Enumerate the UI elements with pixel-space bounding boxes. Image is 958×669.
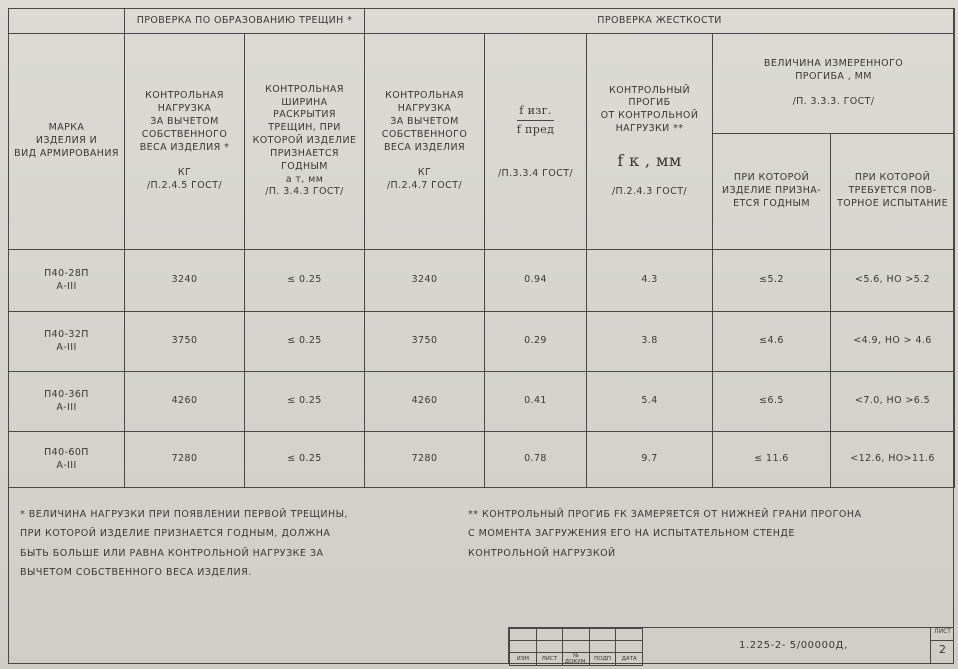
- table-row: [9, 432, 955, 488]
- deflection-cell: 3.8: [587, 312, 713, 372]
- footnote-crack-load: * ВЕЛИЧИНА НАГРУЗКИ ПРИ ПОЯВЛЕНИИ ПЕРВОЙ ТРЕЩИНЫ, ПРИ КОТОРОЙ ИЗДЕЛИЕ ПРИЗНАЕТСЯ ГОДНЫМ, ДОЛЖНА БЫТЬ БОЛЬШЕ ИЛИ РАВНА КОНТРОЛЬНОЙ НАГРУЗКЕ ЗА ВЫЧЕТОМ СОБСТВЕННОГО ВЕСА ИЗДЕЛИЯ.: [20, 509, 349, 579]
- deflection-cell: 4.3: [587, 250, 713, 312]
- accepted-cell: ≤6.5: [713, 372, 831, 432]
- crack-width-cell: ≤ 0.25: [245, 250, 365, 312]
- revision-label: ЛИСТ: [536, 653, 563, 666]
- control-deflection-symbol: f к , мм: [617, 150, 682, 170]
- control-deflection-label: КОНТРОЛЬНЫЙ ПРОГИБ ОТ КОНТРОЛЬНОЙ НАГРУЗКИ **: [600, 84, 699, 135]
- reinforcement-class: А-III: [56, 341, 77, 353]
- ratio-ref: /П.3.3.4 ГОСТ/: [497, 168, 574, 180]
- load-stiffness-cell: 3240: [365, 250, 485, 312]
- revision-label: ИЗМ: [510, 653, 537, 666]
- accepted-cell: ≤4.6: [713, 312, 831, 372]
- reinforcement-class: А-III: [56, 459, 77, 471]
- crack-width-label: КОНТРОЛЬНАЯ ШИРИНА РАСКРЫТИЯ ТРЕЩИН, ПРИ КОТОРОЙ ИЗДЕЛИЕ ПРИЗНАЕТСЯ ГОДНЫМ: [252, 83, 357, 172]
- row-mark-cell: [9, 372, 125, 432]
- load-crack-cell: 3750: [125, 312, 245, 372]
- reinforcement-class: А-III: [56, 401, 77, 413]
- test-specification-table: [8, 8, 955, 488]
- document-code: 1.225-2- 5/00000Д,: [739, 640, 848, 651]
- product-mark: П40-36П: [44, 388, 89, 400]
- product-mark: П40-28П: [44, 267, 89, 279]
- ratio-cell: 0.78: [485, 432, 587, 488]
- crack-width-unit: a т, мм: [285, 173, 324, 185]
- load-stiffness-cell: 7280: [365, 432, 485, 488]
- sheet-number-box: [930, 627, 954, 664]
- revision-label: № ДОКУМ.: [563, 653, 590, 666]
- retest-cell: <7.0, НО >6.5: [831, 372, 955, 432]
- ratio-cell: 0.41: [485, 372, 587, 432]
- ratio-denominator: f пред: [516, 122, 555, 136]
- retest-cell: <12.6, НО>11.6: [831, 432, 955, 488]
- row-mark-cell: [9, 432, 125, 488]
- revision-grid: [509, 628, 643, 666]
- crack-width-header: [245, 34, 365, 250]
- control-load-stiffness-header: КОНТРОЛЬНАЯ НАГРУЗКА ЗА ВЫЧЕТОМ СОБСТВЕННОГО ВЕСА ИЗДЕЛИЯ КГ /П.2.4.7 ГОСТ/: [365, 34, 485, 250]
- ratio-numerator: f изг.: [517, 102, 554, 121]
- mark-column-header: МАРКА ИЗДЕЛИЯ И ВИД АРМИРОВАНИЯ: [9, 34, 125, 250]
- accepted-cell: ≤5.2: [713, 250, 831, 312]
- measured-deflection-header: ВЕЛИЧИНА ИЗМЕРЕННОГО ПРОГИБА , ММ /П. 3.3.3. ГОСТ/: [713, 34, 955, 134]
- crack-width-ref: /П. 3.4.3 ГОСТ/: [265, 186, 344, 198]
- load-crack-cell: 7280: [125, 432, 245, 488]
- accepted-cell: ≤ 11.6: [713, 432, 831, 488]
- crack-width-cell: ≤ 0.25: [245, 372, 365, 432]
- title-block: [508, 627, 954, 664]
- sheet-label: ЛИСТ: [931, 628, 954, 641]
- control-deflection-ref: /П.2.4.3 ГОСТ/: [611, 185, 688, 197]
- control-load-crack-header: КОНТРОЛЬНАЯ НАГРУЗКА ЗА ВЫЧЕТОМ СОБСТВЕННОГО ВЕСА ИЗДЕЛИЯ * КГ /П.2.4.5 ГОСТ/: [125, 34, 245, 250]
- load-crack-cell: 4260: [125, 372, 245, 432]
- load-stiffness-cell: 4260: [365, 372, 485, 432]
- product-mark: П40-32П: [44, 328, 89, 340]
- ratio-cell: 0.29: [485, 312, 587, 372]
- deflection-ratio-fraction: [489, 102, 582, 138]
- reinforcement-class: А-III: [56, 280, 77, 292]
- retest-cell: <4.9, НО > 4.6: [831, 312, 955, 372]
- crack-check-header: ПРОВЕРКА ПО ОБРАЗОВАНИЮ ТРЕЩИН *: [125, 9, 365, 34]
- retest-subheader: ПРИ КОТОРОЙ ТРЕБУЕТСЯ ПОВ- ТОРНОЕ ИСПЫТАНИЕ: [831, 134, 955, 250]
- empty-corner-cell: [9, 9, 125, 34]
- retest-cell: <5.6, НО >5.2: [831, 250, 955, 312]
- row-mark-cell: [9, 312, 125, 372]
- row-mark-cell: [9, 250, 125, 312]
- revision-label: ПОДП: [589, 653, 616, 666]
- sheet-number: 2: [939, 643, 946, 656]
- crack-width-cell: ≤ 0.25: [245, 312, 365, 372]
- revision-label: ДАТА: [616, 653, 643, 666]
- control-deflection-header: [587, 34, 713, 250]
- table-row: [9, 372, 955, 432]
- accepted-subheader: ПРИ КОТОРОЙ ИЗДЕЛИЕ ПРИЗНА- ЕТСЯ ГОДНЫМ: [713, 134, 831, 250]
- crack-width-cell: ≤ 0.25: [245, 432, 365, 488]
- deflection-cell: 9.7: [587, 432, 713, 488]
- product-mark: П40-60П: [44, 446, 89, 458]
- stiffness-check-header: ПРОВЕРКА ЖЕСТКОСТИ: [365, 9, 955, 34]
- deflection-cell: 5.4: [587, 372, 713, 432]
- table-row: [9, 250, 955, 312]
- load-stiffness-cell: 3750: [365, 312, 485, 372]
- load-crack-cell: 3240: [125, 250, 245, 312]
- ratio-cell: 0.94: [485, 250, 587, 312]
- footnote-control-deflection: ** КОНТРОЛЬНЫЙ ПРОГИБ FК ЗАМЕРЯЕТСЯ ОТ НИЖНЕЙ ГРАНИ ПРОГОНА С МОМЕНТА ЗАГРУЖЕНИЯ ЕГО НА ИСПЫТАТЕЛЬНОМ СТЕНДЕ КОНТРОЛЬНОЙ НАГРУЗКОЙ: [468, 509, 862, 559]
- table-row: [9, 312, 955, 372]
- deflection-ratio-header: [485, 34, 587, 250]
